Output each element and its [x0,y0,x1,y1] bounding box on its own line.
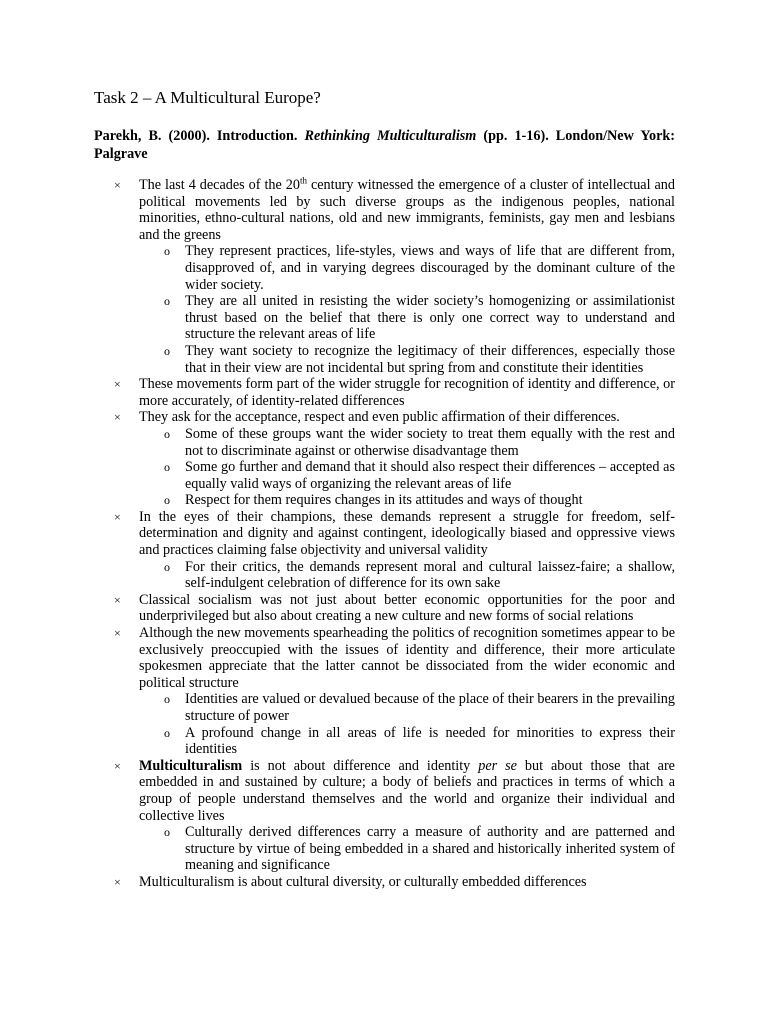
sub-list-item: o They represent practices, life-styles, views and ways of life that are different from, disapproved of, and in varying degrees discouraged by the dominant culture of the wider society. [164,243,675,293]
bullet-marker: × [114,592,121,607]
sub-bullet-marker: o [164,825,170,840]
sub-bullet-marker: o [164,426,170,441]
list-item: × The last 4 decades of the 20th century witnessed the emergence of a cluster of intellectual and political movements led by such diverse groups as the indigenous peoples, national minorities, ethno-cultural nations, old and new immigrants, feminists, gay men and lesbians and the greens [114,175,675,243]
list-item: × Multiculturalism is not about difference and identity per se but about those that are embedded in and sustained by culture; a body of beliefs and practices in terms of which a group of people understand themselves and the world and organize their individual and collective lives [114,757,675,824]
sub-bullet-marker: o [164,460,170,475]
sub-bullet-marker: o [164,343,170,358]
bullet-marker: × [114,874,121,889]
bullet-marker: × [114,509,121,524]
bullet-marker: × [114,626,121,641]
sub-list-item: o They want society to recognize the legitimacy of their differences, especially those that in their view are not incidental but spring from and constitute their identities [164,342,675,376]
list-item: × Although the new movements spearheading the politics of recognition sometimes appear to be exclusively preoccupied with the issues of identity and difference, their more articulate spokesmen appreciate that the latter cannot be dissociated from the wider economic and political structure [114,625,675,691]
sub-list-item: o For their critics, the demands represent moral and cultural laissez-faire; a shallow, self-indulgent celebration of difference for its own sake [164,558,675,592]
list-item: × Classical socialism was not just about better economic opportunities for the poor and underprivileged but also about creating a new culture and new forms of social relations [114,591,675,625]
sub-list-item: o Respect for them requires changes in its attitudes and ways of thought [164,492,583,509]
bullet-marker: × [114,377,121,392]
list-item: × In the eyes of their champions, these demands represent a struggle for freedom, self-determination and dignity and against contingent, ideologically biased and oppressive views and practices claiming false objectivity and universal validity [114,508,675,559]
sub-list-item: o Some go further and demand that it should also respect their differences – accepted as equally valid ways of organizing the relevant areas of life [164,459,675,492]
sub-bullet-marker: o [164,493,170,508]
sub-bullet-marker: o [164,559,170,574]
sub-bullet-marker: o [164,692,170,707]
reference-book-title: Rethinking Multiculturalism [304,128,477,144]
sub-list-item: o Some of these groups want the wider society to treat them equally with the rest and not to discriminate against or otherwise disadvantage them [164,425,675,459]
sub-bullet-marker: o [164,725,170,740]
sub-bullet-marker: o [164,294,170,309]
bullet-marker: × [114,410,121,425]
sub-bullet-marker: o [164,244,170,259]
notes-list [0,177,768,891]
list-item: × These movements form part of the wider struggle for recognition of identity and difference, or more accurately, of identity-related differences [114,376,675,409]
sub-list-item: o Identities are valued or devalued because of the place of their bearers in the prevailing structure of power [164,691,675,724]
sub-list-item: o A profound change in all areas of life is needed for minorities to express their identities [164,724,675,758]
sub-list-item: o They are all united in resisting the wider society’s homogenizing or assimilationist thrust based on the belief that there is only one correct way to understand and structure the relevant areas of life [164,293,675,343]
page-title: Task 2 – A Multicultural Europe? [94,88,321,107]
reference-authors: Parekh, B. (2000). Introduction. [94,128,298,144]
reference-publisher: (pp. 1-16). London/New York: Palgrave [94,128,676,162]
bullet-marker: × [114,758,121,773]
list-item: × They ask for the acceptance, respect and even public affirmation of their differences. [114,409,620,426]
reference-citation [94,127,675,163]
list-item: × Multiculturalism is about cultural diversity, or culturally embedded differences [114,873,587,890]
sub-list-item: o Culturally derived differences carry a measure of authority and are patterned and structure by virtue of being embedded in a shared and historically inherited system of meaning and significance [164,824,675,874]
bullet-marker: × [114,178,121,192]
